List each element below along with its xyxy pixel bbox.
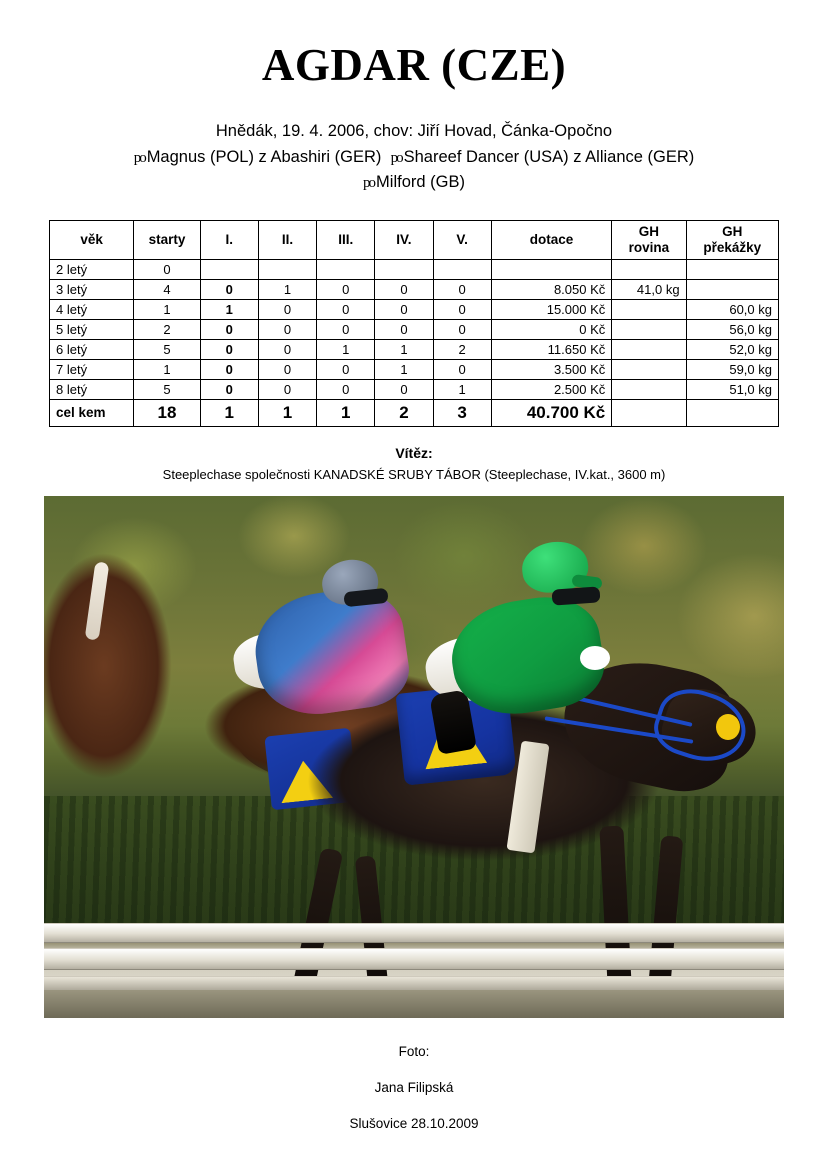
cell-place-2: 0 — [258, 299, 316, 319]
cell-starty: 1 — [134, 299, 200, 319]
cell-place-5: 0 — [433, 279, 491, 299]
cell-gh-rovina — [612, 339, 686, 359]
cell-place-1: 0 — [200, 379, 258, 399]
cell-place-4: 0 — [375, 299, 433, 319]
header-gh-prekazky — [686, 220, 778, 259]
sire-mark-icon-2: po — [390, 149, 402, 166]
header-place-4: IV. — [375, 220, 433, 259]
sire-mark-icon-3: po — [363, 175, 375, 192]
pedigree-sire: Magnus (POL) z Abashiri (GER) — [146, 147, 382, 166]
pedigree-grandsire: Shareef Dancer (USA) z Alliance (GER) — [403, 147, 695, 166]
cell-place-3: 1 — [317, 339, 375, 359]
cell-place-5: 2 — [433, 339, 491, 359]
cell-total-place-5: 3 — [433, 399, 491, 426]
cell-gh-prekazky: 52,0 kg — [686, 339, 778, 359]
table-row — [50, 379, 779, 399]
table-row — [50, 259, 779, 279]
cell-starty: 1 — [134, 359, 200, 379]
cell-gh-rovina — [612, 259, 686, 279]
table-row — [50, 299, 779, 319]
cell-dotace: 0 Kč — [491, 319, 611, 339]
white-rail — [44, 923, 784, 943]
cell-starty: 4 — [134, 279, 200, 299]
yellow-blinker — [716, 714, 740, 740]
cell-place-1: 0 — [200, 319, 258, 339]
cell-dotace: 11.650 Kč — [491, 339, 611, 359]
cell-vek: 2 letý — [50, 259, 134, 279]
cell-total-place-1: 1 — [200, 399, 258, 426]
photo-credit — [0, 1044, 828, 1133]
cell-place-5: 0 — [433, 299, 491, 319]
cell-place-4: 0 — [375, 319, 433, 339]
cell-place-1: 0 — [200, 339, 258, 359]
ground-strip — [44, 990, 784, 1018]
cell-vek: 3 letý — [50, 279, 134, 299]
career-stats-table — [49, 220, 779, 427]
cell-starty: 5 — [134, 379, 200, 399]
pedigree-line-2 — [40, 145, 788, 171]
cell-vek: 6 letý — [50, 339, 134, 359]
cell-place-5: 0 — [433, 359, 491, 379]
cell-place-5: 0 — [433, 319, 491, 339]
winner-heading: Vítěz: — [395, 444, 433, 461]
cell-place-1: 0 — [200, 359, 258, 379]
background-horse — [44, 526, 214, 826]
lead-jockey-goggles — [552, 586, 601, 605]
header-gh-rovina-line1: GH — [638, 224, 660, 240]
cell-total-label: cel kem — [50, 399, 134, 426]
white-rail — [44, 948, 784, 970]
cell-place-4 — [375, 259, 433, 279]
cell-gh-rovina — [612, 299, 686, 319]
cell-place-5 — [433, 259, 491, 279]
cell-dotace: 2.500 Kč — [491, 379, 611, 399]
cell-gh-rovina — [612, 379, 686, 399]
header-vek: věk — [50, 220, 134, 259]
cell-gh-prekazky: 56,0 kg — [686, 319, 778, 339]
header-place-3: III. — [317, 220, 375, 259]
cell-place-3: 0 — [317, 359, 375, 379]
cell-place-2: 0 — [258, 379, 316, 399]
cell-starty: 0 — [134, 259, 200, 279]
table-total-row — [50, 399, 779, 426]
cell-total-gh-rovina — [612, 399, 686, 426]
cell-place-3: 0 — [317, 379, 375, 399]
cell-place-3 — [317, 259, 375, 279]
cell-vek: 7 letý — [50, 359, 134, 379]
cell-vek: 5 letý — [50, 319, 134, 339]
pedigree-damsire: Milford (GB) — [376, 173, 465, 192]
cell-place-4: 1 — [375, 339, 433, 359]
cell-place-3: 0 — [317, 299, 375, 319]
header-gh-prekazky-line2: překážky — [703, 239, 762, 255]
cell-gh-prekazky — [686, 279, 778, 299]
cell-place-1: 1 — [200, 299, 258, 319]
cell-gh-prekazky: 60,0 kg — [686, 299, 778, 319]
cell-place-1 — [200, 259, 258, 279]
cell-place-2: 0 — [258, 339, 316, 359]
cell-starty: 5 — [134, 339, 200, 359]
photographer-name: Jana Filipská — [374, 1080, 454, 1096]
cell-place-4: 1 — [375, 359, 433, 379]
cell-gh-prekazky — [686, 259, 778, 279]
header-gh-rovina-line2: rovina — [628, 239, 670, 255]
cell-starty: 2 — [134, 319, 200, 339]
cell-total-dotace: 40.700 Kč — [491, 399, 611, 426]
cell-place-2: 0 — [258, 359, 316, 379]
horse-blaze — [85, 561, 110, 640]
winner-race-name: Steeplechase společnosti KANADSKÉ SRUBY TÁBOR (Steeplechase, IV.kat., 3600 m) — [162, 466, 666, 482]
page-title: AGDAR (CZE) — [261, 40, 567, 90]
pedigree-line-3 — [40, 170, 788, 196]
cell-gh-rovina: 41,0 kg — [612, 279, 686, 299]
cell-total-place-3: 1 — [317, 399, 375, 426]
cell-total-place-4: 2 — [375, 399, 433, 426]
cell-dotace: 8.050 Kč — [491, 279, 611, 299]
place-and-date: Slušovice 28.10.2009 — [349, 1116, 479, 1132]
cell-dotace: 3.500 Kč — [491, 359, 611, 379]
cell-place-1: 0 — [200, 279, 258, 299]
cell-total-place-2: 1 — [258, 399, 316, 426]
cell-place-5: 1 — [433, 379, 491, 399]
race-photo — [44, 496, 784, 1018]
cell-gh-rovina — [612, 319, 686, 339]
header-gh-rovina — [612, 220, 686, 259]
cell-place-2: 0 — [258, 319, 316, 339]
foto-label: Foto: — [398, 1043, 430, 1059]
cell-place-3: 0 — [317, 279, 375, 299]
cell-gh-prekazky: 51,0 kg — [686, 379, 778, 399]
cell-place-3: 0 — [317, 319, 375, 339]
cell-place-2: 1 — [258, 279, 316, 299]
lead-jockey-glove — [580, 646, 610, 670]
cell-gh-prekazky: 59,0 kg — [686, 359, 778, 379]
cell-total-gh-prekazky — [686, 399, 778, 426]
sire-mark-icon: po — [133, 149, 145, 166]
cell-place-2 — [258, 259, 316, 279]
header-starty: starty — [134, 220, 200, 259]
table-row — [50, 279, 779, 299]
cell-total-starty: 18 — [134, 399, 200, 426]
cell-gh-rovina — [612, 359, 686, 379]
cell-place-4: 0 — [375, 279, 433, 299]
cell-dotace — [491, 259, 611, 279]
header-dotace: dotace — [491, 220, 611, 259]
pedigree-line-1: Hnědák, 19. 4. 2006, chov: Jiří Hovad, Čánka-Opočno — [215, 122, 613, 141]
header-place-1: I. — [200, 220, 258, 259]
cell-vek: 8 letý — [50, 379, 134, 399]
pedigree-block — [0, 119, 828, 196]
table-row — [50, 319, 779, 339]
header-place-2: II. — [258, 220, 316, 259]
header-place-5: V. — [433, 220, 491, 259]
table-row — [50, 359, 779, 379]
cell-place-4: 0 — [375, 379, 433, 399]
cell-vek: 4 letý — [50, 299, 134, 319]
table-row — [50, 339, 779, 359]
cell-dotace: 15.000 Kč — [491, 299, 611, 319]
header-gh-prekazky-line1: GH — [722, 224, 743, 240]
table-header-row — [50, 220, 779, 259]
